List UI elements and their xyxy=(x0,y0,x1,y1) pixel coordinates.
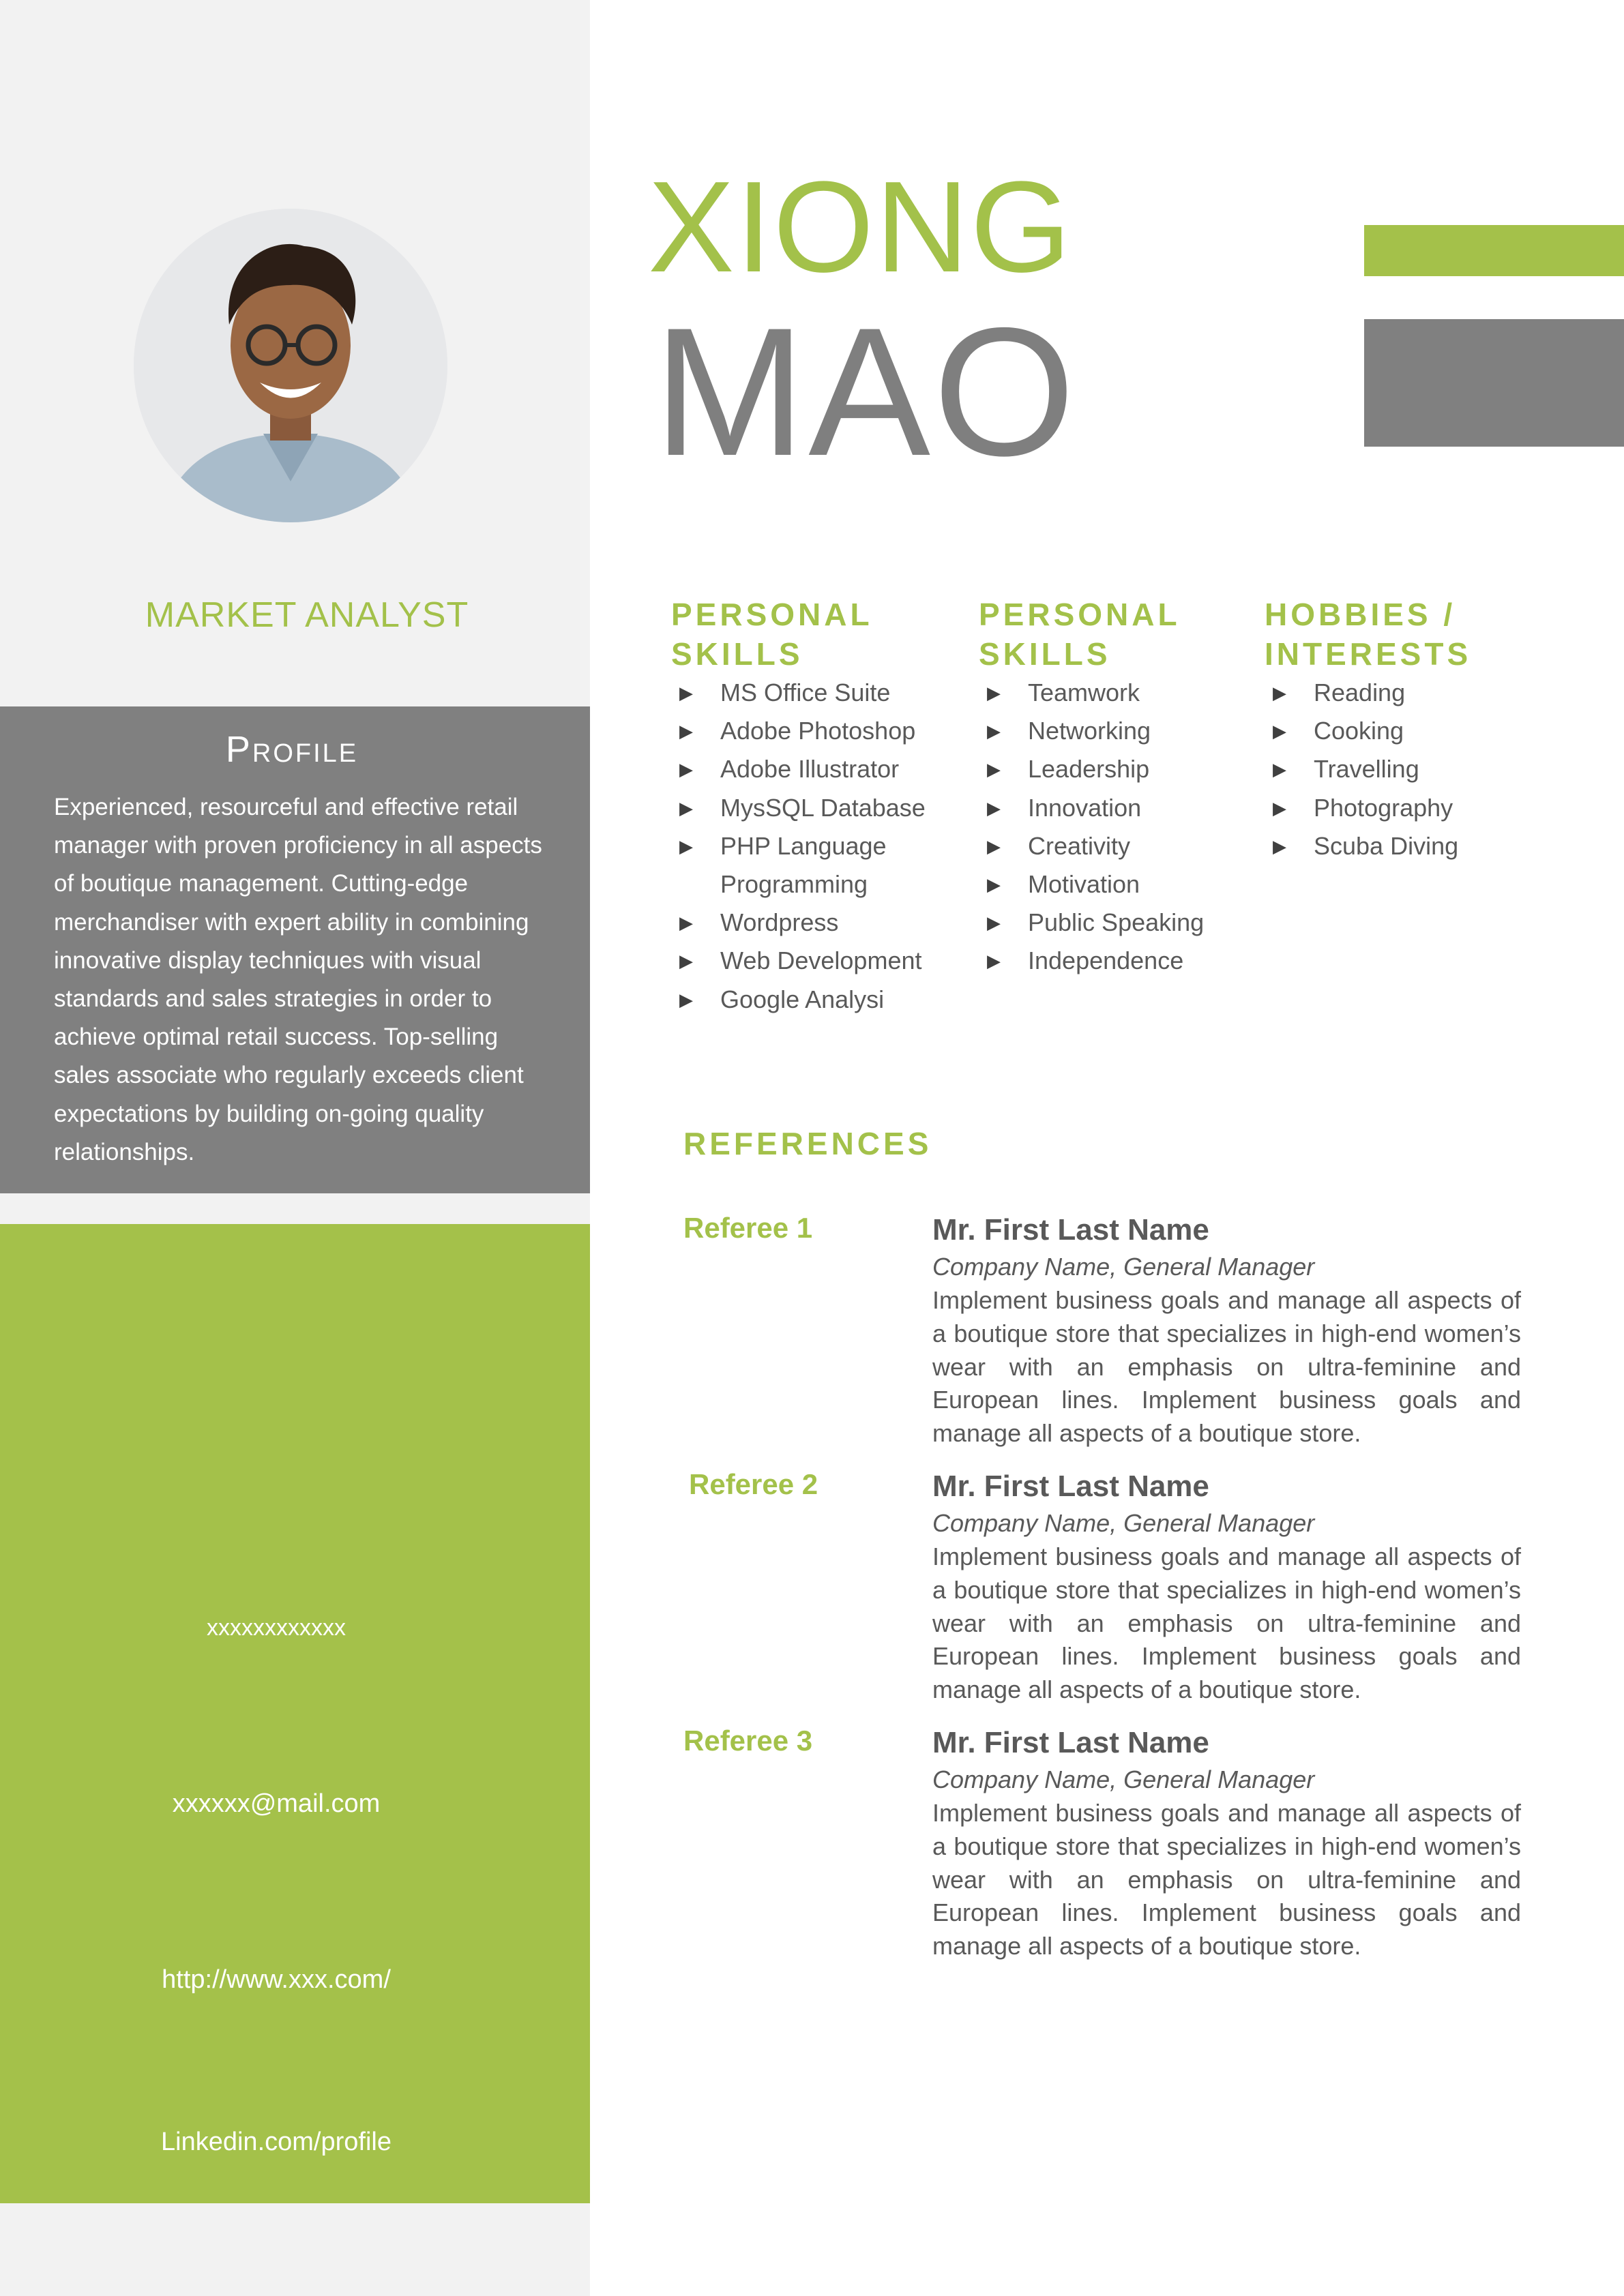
referee-name: Mr. First Last Name xyxy=(932,1470,1209,1503)
triangle-right-icon: ▶ xyxy=(1273,835,1286,856)
profile-heading: Profile xyxy=(225,729,359,770)
triangle-right-icon: ▶ xyxy=(987,797,1001,818)
triangle-right-icon: ▶ xyxy=(679,759,693,780)
list-item: ▶ Web Development xyxy=(671,942,958,980)
contact-linkedin[interactable]: Linkedin.com/profile xyxy=(161,2128,392,2156)
referee-name: Mr. First Last Name xyxy=(932,1213,1209,1247)
referee-description: Implement business goals and manage all aspects of a boutique store that specializes in high-end women’s wear with an emphasis on ultra-feminine and European lines. Implement business goals and manage all aspects of a boutique store. xyxy=(932,1286,1521,1448)
triangle-right-icon: ▶ xyxy=(679,835,693,856)
triangle-right-icon: ▶ xyxy=(679,721,693,742)
list-item: ▶ Cooking xyxy=(1265,712,1537,750)
first-name: XIONG xyxy=(648,155,1073,299)
triangle-right-icon: ▶ xyxy=(679,683,693,703)
triangle-right-icon: ▶ xyxy=(987,951,1001,972)
references-heading: REFERENCES xyxy=(683,1126,932,1161)
triangle-right-icon: ▶ xyxy=(679,912,693,934)
triangle-right-icon: ▶ xyxy=(679,989,693,1010)
triangle-right-icon: ▶ xyxy=(679,797,693,818)
list-item: ▶ Google Analysi xyxy=(671,981,958,1019)
triangle-right-icon: ▶ xyxy=(987,759,1001,780)
referee-label: Referee 1 xyxy=(683,1212,813,1244)
referee-company: Company Name, General Manager xyxy=(932,1253,1315,1281)
referee-description: Implement business goals and manage all aspects of a boutique store that specializes in high-end women’s wear with an emphasis on ultra-feminine and European lines. Implement business goals and manage all aspects of a boutique store. xyxy=(932,1799,1521,1960)
skills-column-2 xyxy=(979,595,1252,981)
triangle-right-icon: ▶ xyxy=(987,874,1001,895)
skills-column-1 xyxy=(671,595,958,1019)
reference-entry xyxy=(932,1211,1521,1450)
triangle-right-icon: ▶ xyxy=(679,951,693,972)
contact-website[interactable]: http://www.xxx.com/ xyxy=(162,1965,391,1994)
job-title: MARKET ANALYST xyxy=(145,595,469,635)
triangle-right-icon: ▶ xyxy=(987,721,1001,742)
list-item: ▶ Creativity xyxy=(979,827,1252,865)
triangle-right-icon: ▶ xyxy=(1273,721,1286,742)
list-item: ▶ Motivation xyxy=(979,865,1252,904)
profile-summary: Experienced, resourceful and effective retail manager with proven proficiency in all aspects of boutique management. Cutting-edge merchandiser with expert ability in combining innovative display techniques with visual standards and sales strategies in order to achieve optimal retail success. Top-selling sales associate who regularly exceeds client expectations by building on-going quality relationships. xyxy=(54,794,542,1165)
contact-email[interactable]: xxxxxx@mail.com xyxy=(172,1789,381,1818)
list-item: ▶ Wordpress xyxy=(671,904,958,942)
hobbies-list xyxy=(1265,674,1537,865)
list-item: ▶ PHP Language Programming xyxy=(671,827,958,904)
hobbies-heading: HOBBIES / INTERESTS xyxy=(1265,597,1472,672)
list-item: ▶ Teamwork xyxy=(979,674,1252,712)
list-item: ▶ Independence xyxy=(979,942,1252,980)
skills-heading: PERSONAL SKILLS xyxy=(979,597,1181,672)
triangle-right-icon: ▶ xyxy=(1273,797,1286,818)
referee-company: Company Name, General Manager xyxy=(932,1509,1315,1537)
list-item: ▶ Networking xyxy=(979,712,1252,750)
last-name: MAO xyxy=(653,289,1078,494)
triangle-right-icon: ▶ xyxy=(1273,759,1286,780)
referee-description: Implement business goals and manage all aspects of a boutique store that specializes in high-end women’s wear with an emphasis on ultra-feminine and European lines. Implement business goals and manage all aspects of a boutique store. xyxy=(932,1542,1521,1704)
accent-bar-green xyxy=(1364,225,1624,276)
list-item: ▶ Scuba Diving xyxy=(1265,827,1537,865)
referee-name: Mr. First Last Name xyxy=(932,1726,1209,1759)
contact-phone: xxxxxxxxxxxx xyxy=(207,1615,346,1641)
triangle-right-icon: ▶ xyxy=(987,912,1001,934)
list-item: ▶ Innovation xyxy=(979,789,1252,827)
skills-heading: PERSONAL SKILLS xyxy=(671,597,873,672)
accent-bar-gray xyxy=(1364,319,1624,447)
skills-list xyxy=(671,674,958,1019)
profile-photo xyxy=(134,209,447,522)
list-item: ▶ Reading xyxy=(1265,674,1537,712)
skills-list xyxy=(979,674,1252,981)
list-item: ▶ Public Speaking xyxy=(979,904,1252,942)
portrait-image xyxy=(134,209,447,522)
hobbies-column xyxy=(1265,595,1537,865)
list-item: ▶ MysSQL Database xyxy=(671,789,958,827)
list-item: ▶ Travelling xyxy=(1265,750,1537,788)
contact-section xyxy=(0,1224,590,2203)
referee-label: Referee 2 xyxy=(689,1468,818,1500)
triangle-right-icon: ▶ xyxy=(1273,683,1286,703)
list-item: ▶ Adobe Illustrator xyxy=(671,750,958,788)
reference-entry xyxy=(932,1467,1521,1707)
list-item: ▶ Adobe Photoshop xyxy=(671,712,958,750)
referee-company: Company Name, General Manager xyxy=(932,1765,1315,1793)
triangle-right-icon: ▶ xyxy=(987,683,1001,703)
referee-label: Referee 3 xyxy=(683,1725,813,1757)
triangle-right-icon: ▶ xyxy=(987,835,1001,856)
reference-entry xyxy=(932,1724,1521,1963)
list-item: ▶ Leadership xyxy=(979,750,1252,788)
list-item: ▶ MS Office Suite xyxy=(671,674,958,712)
list-item: ▶ Photography xyxy=(1265,789,1537,827)
